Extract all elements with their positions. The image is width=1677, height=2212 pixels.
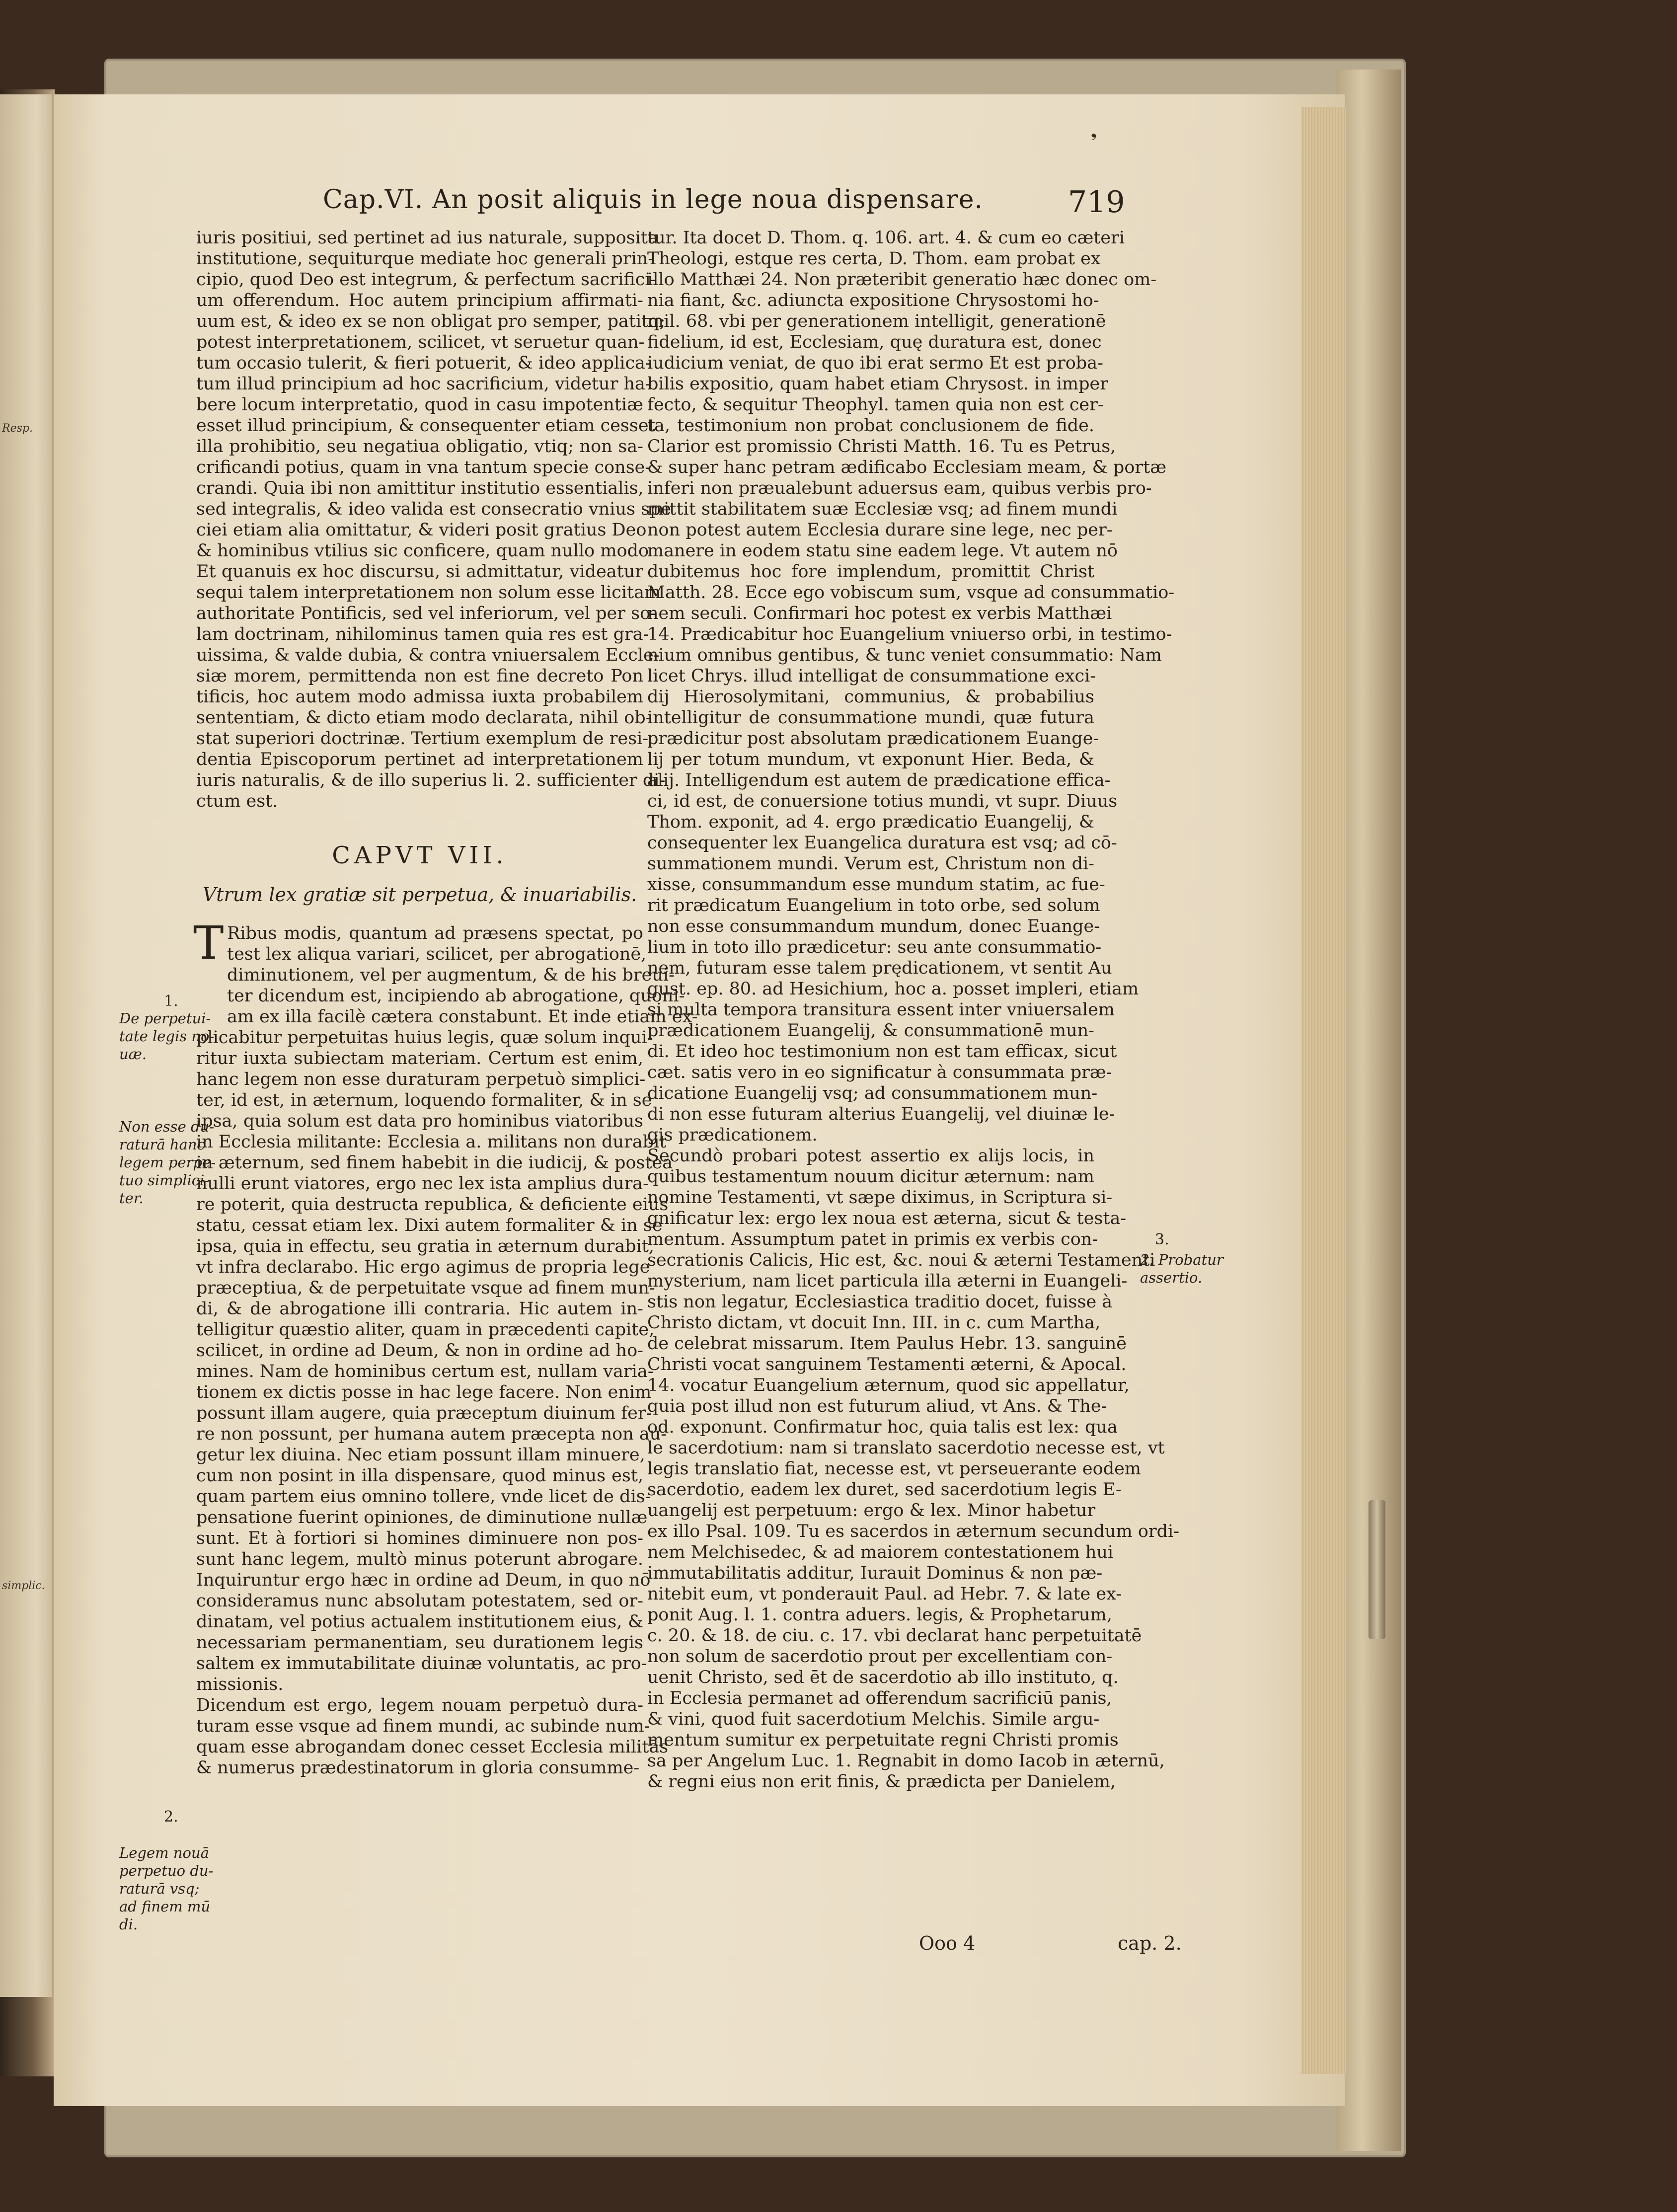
text-line: mil. 68. vbi per generationem intelligit, generationē (647, 311, 1106, 331)
text-line: dij Hierosolymitani, communius, & probabilius (647, 687, 1094, 707)
text-line: legis translatio fiat, necesse est, vt perseuerante eodem (647, 1459, 1141, 1479)
text-line: summationem mundi. Verum est, Christum non di- (647, 854, 1094, 874)
text-line: test lex aliqua variari, scilicet, per abrogationē, (227, 944, 647, 964)
text-line: od. exponunt. Confirmatur hoc, quia talis est lex: qua (647, 1417, 1118, 1437)
chapter-text (196, 923, 698, 1778)
running-header (323, 185, 1138, 220)
text-line: Christi vocat sanguinem Testamenti æterni, & Apocal. (647, 1355, 1127, 1374)
text-line: alij. Intelligendum est autem de prædicatione effica- (647, 770, 1111, 790)
page-mark: ❟ (1091, 123, 1097, 141)
margin-note-line: Legem nouā (119, 1844, 209, 1861)
text-line: gis prædicationem. (647, 1125, 818, 1145)
text-line: gust. ep. 80. ad Hesichium, hoc a. posset impleri, etiam (647, 979, 1139, 999)
text-line: stis non legatur, Ecclesiastica traditio docet, fuisse à (647, 1292, 1113, 1312)
text-line: potest interpretationem, scilicet, vt seruetur quan- (196, 332, 645, 352)
text-line: crificandi potius, quam in vna tantum specie conse- (196, 458, 651, 477)
text-line: vt infra declarabo. Hic ergo agimus de propria lege (196, 1257, 650, 1277)
margin-note (1140, 1251, 1223, 1287)
text-line: saltem ex immutabilitate diuinæ voluntatis, ac pro- (196, 1654, 647, 1674)
text-line: immutabilitatis additur, Iurauit Dominus & non pæ- (647, 1563, 1103, 1583)
text-line: manere in eodem statu sine eadem lege. Vt autem nō (647, 541, 1118, 561)
text-line: Et quanuis ex hoc discursu, si admittatur, videatur (196, 562, 643, 582)
text-line: statu, cessat etiam lex. Dixi autem formaliter & in se (196, 1216, 663, 1235)
signature-mark: Ooo 4 (919, 1932, 976, 1954)
margin-note-line: tuo simplici- (119, 1172, 210, 1189)
text-line: telligitur quæstio aliter, quam in præcedenti capite, (196, 1320, 655, 1340)
text-line: getur lex diuina. Nec etiam possunt illam minuere, (196, 1445, 645, 1465)
text-line: Inquiruntur ergo hæc in ordine ad Deum, in quo nō (196, 1570, 651, 1590)
chapter-subtitle: Vtrum lex gratiæ sit perpetua, & inuariabilis. (202, 884, 637, 906)
text-line: cæt. satis vero in eo significatur à consummata præ- (647, 1063, 1112, 1082)
text-line: plicabitur perpetuitas huius legis, quæ solum inqui- (196, 1028, 653, 1048)
text-line: Theologi, estque res certa, D. Thom. eam probat ex (647, 249, 1101, 269)
text-line: siæ morem, permittenda non est fine decreto Pon (196, 666, 643, 686)
text-line: de celebrat missarum. Item Paulus Hebr. 13. sanguinē (647, 1334, 1127, 1354)
text-line: bere locum interpretatio, quod in casu impotentiæ (196, 395, 643, 415)
text-line: scilicet, in ordine ad Deum, & non in ordine ad ho- (196, 1341, 643, 1361)
facing-page-note: Resp. (2, 422, 33, 435)
page-edges (1301, 107, 1346, 2074)
text-line: le sacerdotium: nam si translato sacerdotio necesse est, vt (647, 1438, 1165, 1458)
text-line: iuris naturalis, & de illo superius li. 2. sufficienter di- (196, 770, 666, 790)
text-line: am ex illa facilè cætera constabunt. Et inde etiam ex- (227, 1007, 698, 1027)
text-line: re non possunt, per humana autem præcepta non au- (196, 1424, 667, 1444)
text-line: nia fiant, &c. adiuncta expositione Chrysostomi ho- (647, 291, 1099, 310)
chapter-title: CAPVT VII. (332, 841, 508, 869)
text-line: Secundò probari potest assertio ex alijs locis, in (647, 1146, 1094, 1166)
text-line: turam esse vsque ad finem mundi, ac subinde num- (196, 1716, 650, 1736)
text-line: mentum. Assumptum patet in primis ex verbis con- (647, 1229, 1098, 1249)
text-line: & regni eius non erit finis, & prædicta per Danielem, (647, 1772, 1116, 1792)
text-line: ctum est. (196, 791, 278, 811)
text-line: iuris positiui, sed pertinet ad ius naturale, supposita (196, 228, 658, 248)
margin-note-line: raturā hanc (119, 1136, 205, 1153)
text-line: nium omnibus gentibus, & tunc veniet consummatio: Nam (647, 645, 1162, 665)
margin-note-line: legem perpe- (119, 1154, 216, 1171)
text-line: gnificatur lex: ergo lex noua est æterna, sicut & testa- (647, 1209, 1127, 1228)
text-line: re poterit, quia destructa republica, & deficiente eius (196, 1195, 669, 1215)
text-line: fecto, & sequitur Theophyl. tamen quia non est cer- (647, 395, 1104, 415)
text-line: Thom. exponit, ad 4. ergo prædicatio Euangelij, & (647, 812, 1094, 832)
text-line: & hominibus vtilius sic conficere, quam nullo modo (196, 541, 649, 561)
margin-note (119, 1844, 213, 1933)
text-line: in Ecclesia militante: Ecclesia a. militans non durabit (196, 1132, 667, 1152)
text-line: nem seculi. Confirmari hoc potest ex verbis Matthæi (647, 604, 1112, 623)
text-line: nomine Testamenti, vt sæpe diximus, in Scriptura si- (647, 1188, 1113, 1208)
text-line: ex illo Psal. 109. Tu es sacerdos in æternum secundum ordi- (647, 1522, 1180, 1541)
text-line: sententiam, & dicto etiam modo declarata, nihil ob- (196, 708, 652, 728)
text-line: intelligitur de consummatione mundi, quæ futura (647, 708, 1094, 728)
text-line: lam doctrinam, nihilominus tamen quia res est gra- (196, 624, 649, 644)
ribbon-clip (1369, 1500, 1385, 1639)
text-line: xisse, consummandum esse mundum statim, ac fue- (647, 875, 1105, 895)
text-line: dentia Episcoporum pertinet ad interpretationem (196, 750, 643, 769)
text-line: dubitemus hoc fore implendum, promittit Christ (647, 562, 1094, 582)
text-line: tificis, hoc autem modo admissa iuxta probabilem (196, 687, 643, 707)
text-line: tur. Ita docet D. Thom. q. 106. art. 4. & cum eo cæteri (647, 228, 1125, 248)
margin-note-line: Non esse du- (119, 1118, 215, 1135)
catchword: cap. 2. (1118, 1932, 1182, 1954)
text-line: mysterium, nam licet particula illa æterni in Euangeli- (647, 1271, 1128, 1291)
chapter-opening (193, 916, 698, 1778)
margin-number: 2. (164, 1808, 178, 1826)
margin-note-line: tate legis no- (119, 1028, 215, 1045)
drop-cap: T (193, 916, 224, 970)
facing-page-sliver (0, 94, 52, 1997)
text-line: di, & de abrogatione illi contraria. Hic autem in- (196, 1299, 643, 1319)
right-column-text (647, 228, 1180, 1792)
text-line: Clarior est promissio Christi Matth. 16. Tu es Petrus, (647, 437, 1116, 457)
text-line: di non esse futuram alterius Euangelij, vel diuinæ le- (647, 1104, 1115, 1124)
text-line: Ribus modis, quantum ad præsens spectat, po (227, 923, 643, 943)
facing-page-note: simplic. (2, 1580, 45, 1592)
text-line: Christo dictam, vt docuit Inn. III. in c. cum Martha, (647, 1313, 1101, 1333)
text-line: ter, id est, in æternum, loquendo formaliter, & in se (196, 1090, 652, 1110)
text-line: dicatione Euangelij vsq; ad consummationem mun- (647, 1083, 1098, 1103)
text-line: uissima, & valde dubia, & contra vniuersalem Eccle- (196, 645, 660, 665)
text-line: ritur iuxta subiectam materiam. Certum est enim, (196, 1049, 643, 1068)
page-footer (919, 1932, 1182, 1954)
text-line: inferi non præualebunt aduersus eam, quibus verbis pro- (647, 478, 1152, 498)
text-line: sequi talem interpretationem non solum esse licitam (196, 583, 661, 603)
right-column (647, 228, 1180, 1792)
margin-note-line: raturā vsq; (119, 1880, 200, 1897)
text-line: Dicendum est ergo, legem nouam perpetuò dura- (196, 1695, 643, 1715)
text-line: ponit Aug. l. 1. contra aduers. legis, & Prophetarum, (647, 1605, 1112, 1625)
text-line: 14. Prædicabitur hoc Euangelium vniuerso orbi, in testimo- (647, 624, 1172, 644)
text-line: quia post illud non est futurum aliud, vt Ans. & The- (647, 1396, 1107, 1416)
text-line: um offerendum. Hoc autem principium affirmati- (196, 291, 643, 310)
text-line: mentum sumitur ex perpetuitate regni Christi promis (647, 1730, 1119, 1750)
text-line: iudicium veniat, de quo ibi erat sermo Et est proba- (647, 353, 1103, 373)
text-line: lium in toto illo prædicetur: seu ante consummatio- (647, 937, 1102, 957)
text-line: sunt hanc legem, multò minus poterunt abrogare. (196, 1549, 643, 1569)
margin-note-line: di. (119, 1916, 138, 1933)
text-line: necessariam permanentiam, seu durationem legis (196, 1633, 643, 1653)
text-line: præceptiua, & de perpetuitate vsque ad finem mun- (196, 1278, 655, 1298)
text-line: quam esse abrogandam donec cesset Ecclesia militās (196, 1737, 669, 1757)
text-line: licet Chrys. illud intelligat de consummatione exci- (647, 666, 1096, 686)
text-line: ci, id est, de conuersione totius mundi, vt supr. Diuus (647, 791, 1118, 811)
text-line: non esse consummandum mundum, donec Euange- (647, 916, 1100, 936)
text-line: 14. vocatur Euangelium æternum, quod sic appellatur, (647, 1375, 1130, 1395)
text-line: ipsa, quia in effectu, seu gratia in æternum durabit, (196, 1236, 655, 1256)
left-column-text (196, 228, 672, 812)
text-line: diminutionem, vel per augmentum, & de his breui- (227, 965, 675, 985)
text-line: dinatam, vel potius actualem institutionem eius, & (196, 1612, 643, 1632)
text-line: crandi. Quia ibi non amittitur institutio essentialis, (196, 478, 644, 498)
margin-note-line: assertio. (1140, 1269, 1203, 1286)
text-line: esset illud principium, & consequenter etiam cesset (196, 416, 656, 436)
text-line: non potest autem Ecclesia durare sine lege, nec per- (647, 520, 1113, 540)
text-line: nitebit eum, vt ponderauit Paul. ad Hebr. 7. & late ex- (647, 1584, 1122, 1604)
text-line: illa prohibitio, seu negatiua obligatio, vtiq; non sa- (196, 437, 643, 457)
margin-note-line: perpetuo du- (119, 1862, 214, 1879)
text-line: mines. Nam de hominibus certum est, nullam varia- (196, 1362, 654, 1381)
margin-number: 3. (1155, 1231, 1169, 1248)
text-line: uum est, & ideo ex se non obligat pro semper, patitq; (196, 311, 666, 331)
text-line: pensatione fuerint opiniones, de diminutione nullæ (196, 1508, 648, 1527)
text-line: ta, testimonium non probat conclusionem de fide. (647, 416, 1094, 436)
text-line: in Ecclesia permanet ad offerendum sacrificiū panis, (647, 1688, 1112, 1708)
margin-number: 1. (164, 992, 178, 1010)
running-head: Cap.VI. An posit aliquis in lege noua dispensare. (323, 185, 984, 215)
text-line: non solum de sacerdotio prout per excellentiam con- (647, 1647, 1113, 1667)
text-line: sacerdotio, eadem lex duret, sed sacerdotium legis E- (647, 1480, 1122, 1500)
text-line: authoritate Pontificis, sed vel inferiorum, vel per so- (196, 604, 656, 623)
margin-note-line: ad finem mū (119, 1898, 211, 1915)
text-line: uenit Christo, sed ēt de sacerdotio ab illo instituto, q. (647, 1668, 1119, 1687)
text-line: ciei etiam alia omittatur, & videri posit gratius Deo (196, 520, 647, 540)
text-line: tum illud principium ad hoc sacrificium, videtur ha- (196, 374, 651, 394)
text-line: in æternum, sed finem habebit in die iudicij, & postea (196, 1153, 673, 1173)
text-line: uangelij est perpetuum: ergo & lex. Minor habetur (647, 1501, 1096, 1521)
text-line: di. Et ideo hoc testimonium non est tam efficax, sicut (647, 1042, 1117, 1062)
text-line: c. 20. & 18. de ciu. c. 17. vbi declarat hanc perpetuitatē (647, 1626, 1142, 1646)
margin-note-line: ter. (119, 1190, 144, 1207)
text-line: secrationis Calicis, Hic est, &c. noui & æterni Testamenti (647, 1250, 1155, 1270)
margin-note-line: 2. Probatur (1140, 1251, 1223, 1268)
page-number: 719 (1068, 185, 1125, 220)
text-line: cum non posint in illa dispensare, quod minus est, (196, 1466, 643, 1486)
text-line: nem, futuram esse talem prędicationem, vt sentit Au (647, 958, 1112, 978)
text-line: illo Matthæi 24. Non præteribit generatio hæc donec om- (647, 270, 1157, 290)
text-line: missionis. (196, 1675, 284, 1694)
text-line: & numerus prædestinatorum in gloria consumme- (196, 1758, 640, 1778)
text-line: sa per Angelum Luc. 1. Regnabit in domo Iacob in æternū, (647, 1751, 1165, 1771)
text-line: nulli erunt viatores, ergo nec lex ista amplius dura- (196, 1174, 649, 1194)
text-line: cipio, quod Deo est integrum, & perfectum sacrifici- (196, 270, 657, 290)
text-line: rit prædicatum Euangelium in toto orbe, sed solum (647, 896, 1100, 915)
left-column (193, 228, 698, 1778)
text-line: quam partem eius omnino tollere, vnde licet de dis- (196, 1487, 651, 1507)
text-line: & vini, quod fuit sacerdotium Melchis. Simile argu- (647, 1709, 1100, 1729)
text-line: institutione, sequiturque mediate hoc generali prin- (196, 249, 654, 269)
text-line: prædicitur post absolutam prædicationem Euange- (647, 729, 1099, 749)
text-line: possunt illam augere, quia præceptum diuinum fer- (196, 1403, 652, 1423)
text-line: fidelium, id est, Ecclesiam, quę duratura est, donec (647, 332, 1102, 352)
text-line: tum occasio tulerit, & fieri potuerit, & ideo applica- (196, 353, 651, 373)
text-line: sed integralis, & ideo valida est consecratio vnius spe (196, 499, 672, 519)
text-line: ipsa, quia solum est data pro hominibus viatoribus (196, 1111, 643, 1131)
margin-note (119, 1118, 216, 1207)
text-line: & super hanc petram ædificabo Ecclesiam meam, & portæ (647, 458, 1167, 477)
text-line: nem Melchisedec, & ad maiorem contestationem hui (647, 1542, 1114, 1562)
margin-note-line: De perpetui- (119, 1010, 211, 1027)
text-line: ter dicendum est, incipiendo ab abrogatione, quoni- (227, 986, 685, 1006)
text-line: consequenter lex Euangelica duratura est vsq; ad cō- (647, 833, 1117, 853)
text-line: lij per totum mundum, vt exponunt Hier. Beda, & (647, 750, 1094, 769)
text-line: prædicationem Euangelij, & consummationē mun- (647, 1021, 1094, 1041)
text-line: bilis expositio, quam habet etiam Chrysost. in imper (647, 374, 1108, 394)
text-line: quibus testamentum nouum dicitur æternum: nam (647, 1167, 1094, 1187)
margin-note-line: uæ. (119, 1046, 147, 1063)
text-line: consideramus nunc absolutam potestatem, sed or- (196, 1591, 643, 1611)
text-line: sunt. Et à fortiori si homines diminuere non pos- (196, 1528, 643, 1548)
text-line: stat superiori doctrinæ. Tertium exemplum de resi- (196, 729, 649, 749)
text-line: tionem ex dictis posse in hac lege facere. Non enim (196, 1382, 652, 1402)
margin-note (119, 1009, 214, 1063)
text-line: mittit stabilitatem suæ Ecclesiæ vsq; ad finem mundi (647, 499, 1118, 519)
text-line: si multa tempora transitura essent inter vniuersalem (647, 1000, 1115, 1020)
text-line: Matth. 28. Ecce ego vobiscum sum, vsque ad consummatio- (647, 583, 1175, 603)
text-line: hanc legem non esse duraturam perpetuò simplici- (196, 1069, 646, 1089)
